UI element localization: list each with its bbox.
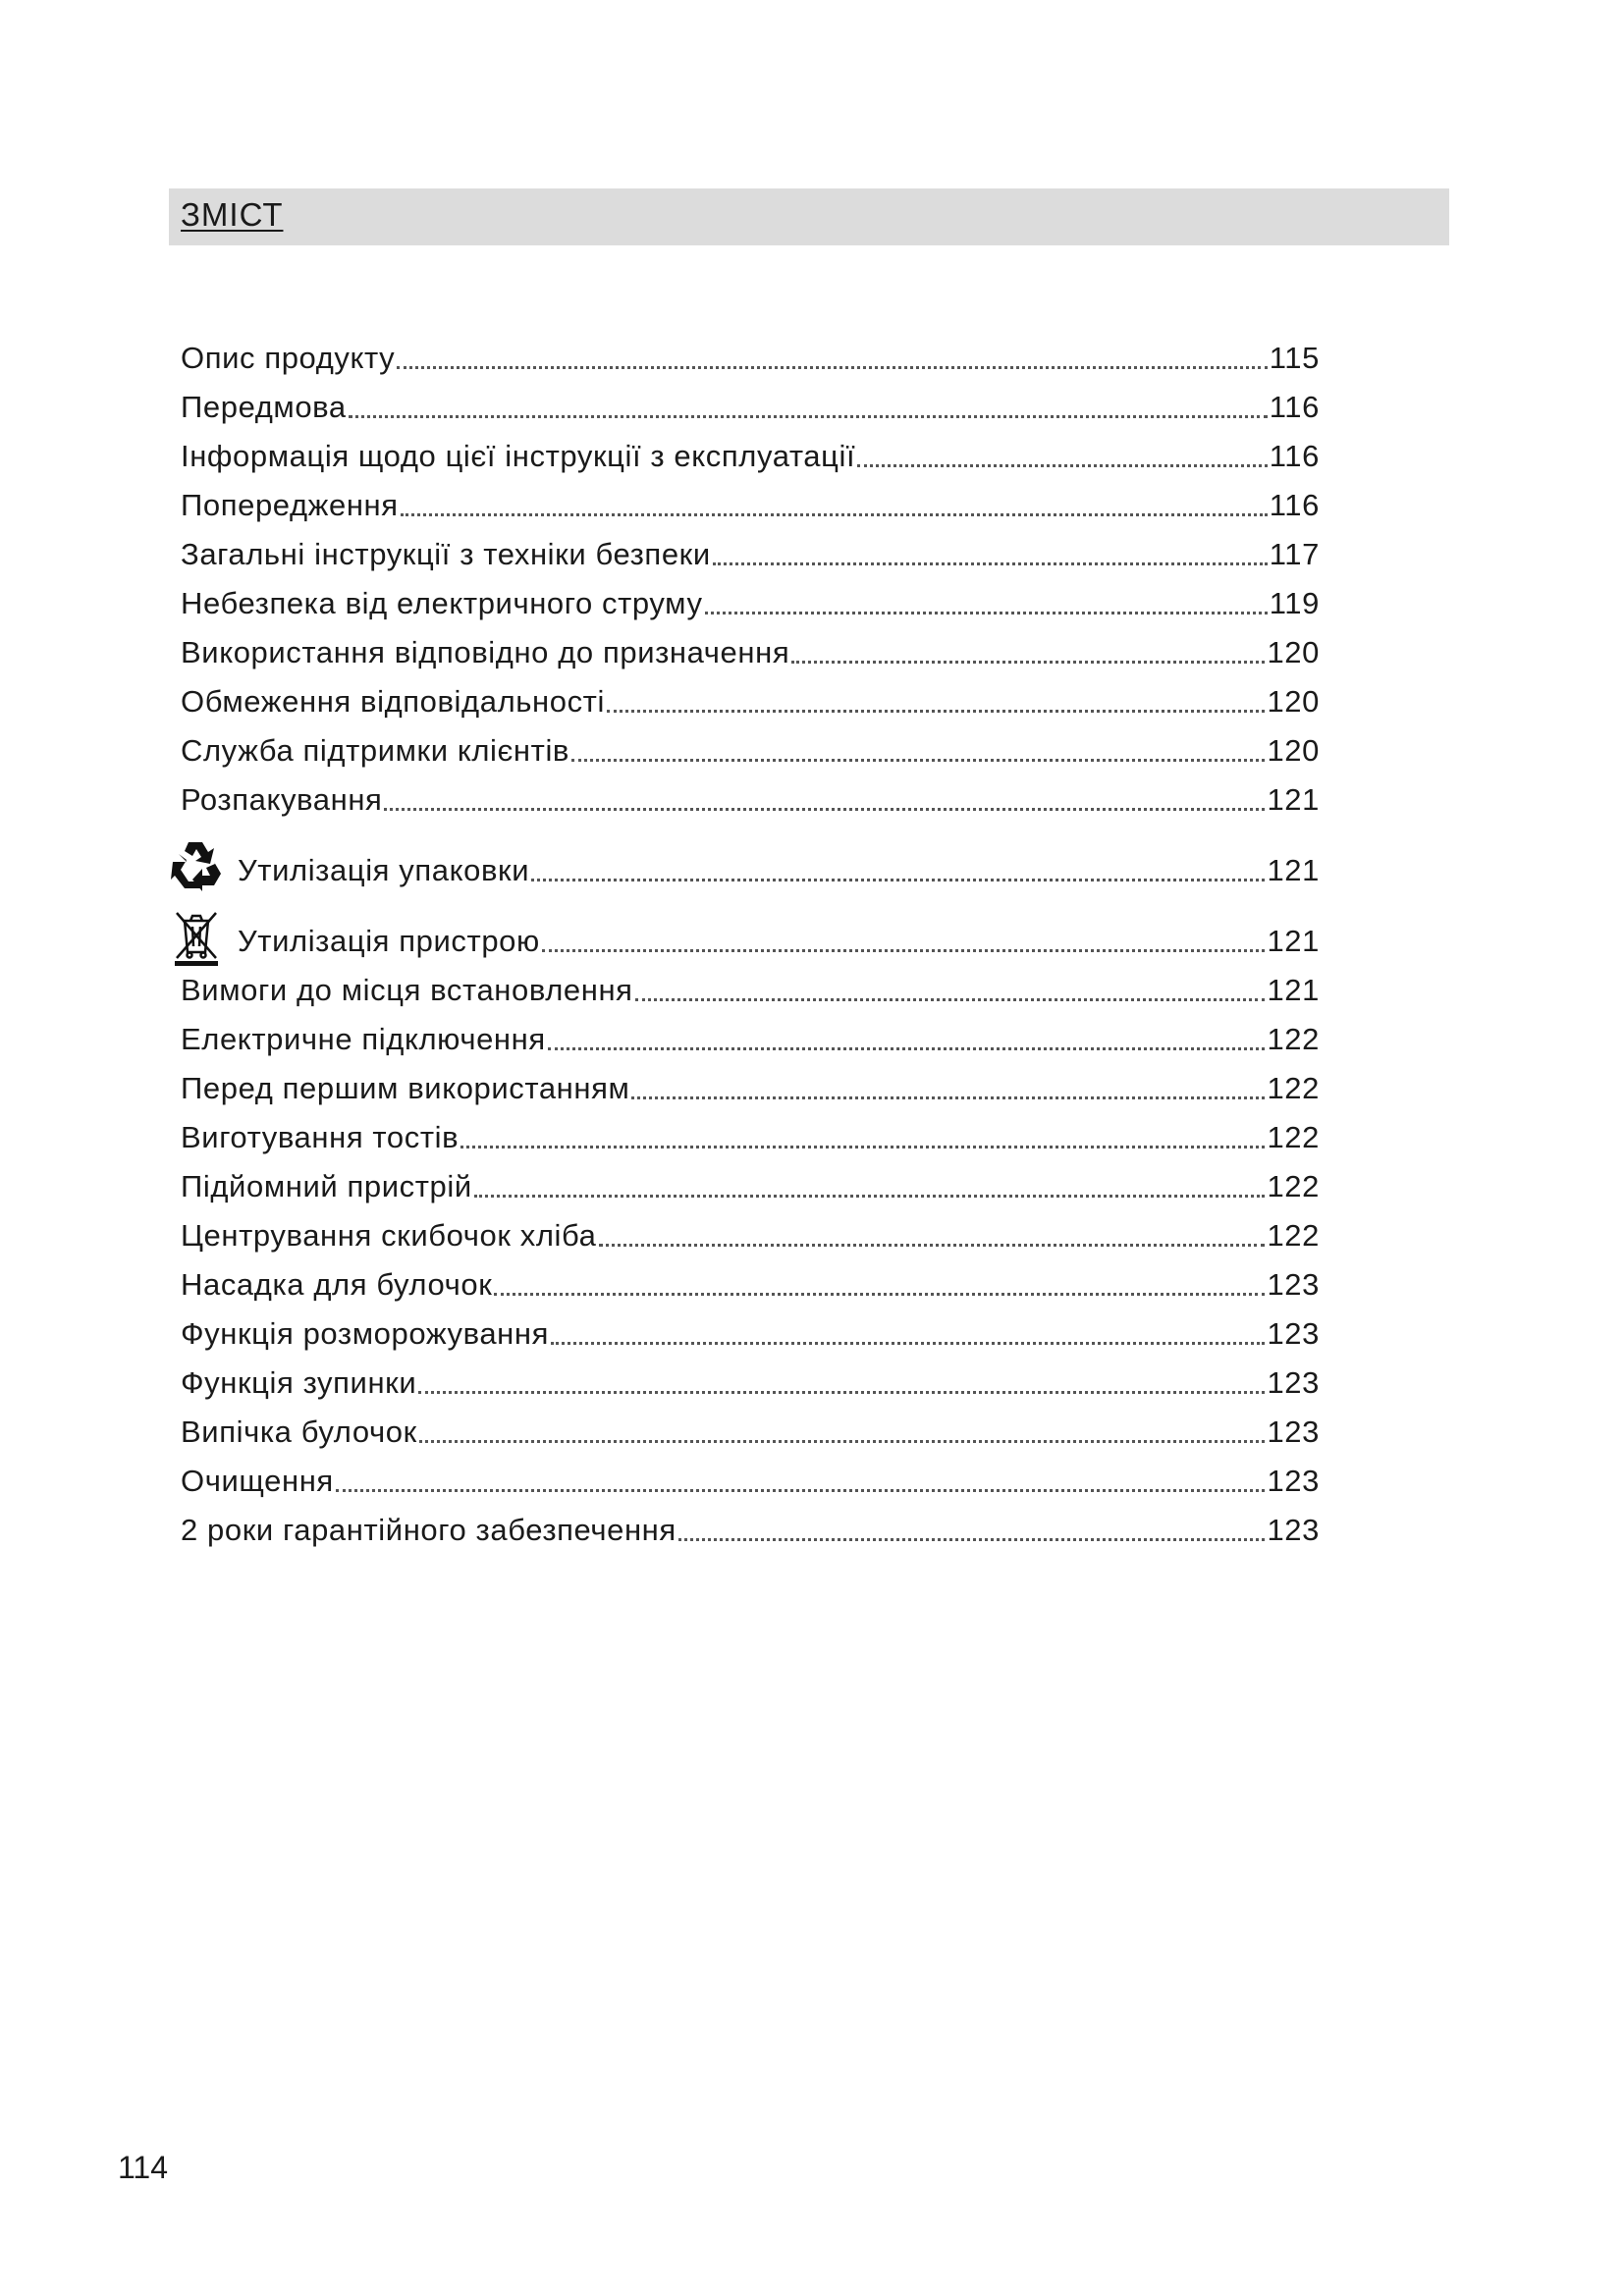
toc-leader-dots [713, 562, 1268, 565]
toc-entry-page: 117 [1269, 537, 1320, 571]
toc-entry[interactable] [181, 825, 1320, 895]
toc-leader-dots [705, 612, 1268, 614]
toc-entry[interactable] [181, 966, 1320, 1015]
table-of-contents [181, 334, 1320, 1555]
toc-leader-dots [599, 1244, 1266, 1247]
toc-entry[interactable] [181, 1260, 1320, 1309]
toc-entry-label: Випічка булочок [181, 1415, 417, 1449]
toc-entry[interactable] [181, 383, 1320, 432]
toc-leader-dots [635, 998, 1266, 1001]
toc-entry-page: 116 [1269, 439, 1320, 473]
toc-leader-dots [531, 879, 1265, 881]
toc-leader-dots [542, 949, 1266, 952]
toc-leader-dots [631, 1096, 1265, 1099]
toc-entry-label: Опис продукту [181, 341, 396, 375]
toc-entry[interactable] [181, 530, 1320, 579]
toc-entry-label: Інформація щодо цієї інструкції з експлуатації [181, 439, 856, 473]
toc-entry-label: Розпакування [181, 782, 383, 817]
toc-entry-label: 2 роки гарантійного забезпечення [181, 1513, 677, 1547]
toc-entry-label: Передмова [181, 390, 347, 424]
toc-leader-dots [607, 710, 1266, 713]
toc-entry-page: 122 [1267, 1169, 1320, 1203]
toc-entry-page: 120 [1267, 635, 1320, 669]
toc-entry[interactable] [181, 1457, 1320, 1506]
toc-entry-page: 115 [1269, 341, 1320, 375]
toc-leader-dots [551, 1342, 1265, 1345]
toc-entry-page: 120 [1267, 684, 1320, 719]
toc-entry-page: 116 [1269, 390, 1320, 424]
toc-leader-dots [791, 661, 1265, 664]
toc-leader-dots [494, 1293, 1265, 1296]
toc-entry-label: Підйомний пристрій [181, 1169, 472, 1203]
toc-leader-dots [419, 1440, 1266, 1443]
toc-entry-page: 116 [1269, 488, 1320, 522]
toc-leader-dots [336, 1489, 1266, 1492]
toc-entry-label: Функція розморожування [181, 1316, 549, 1351]
toc-leader-dots [474, 1195, 1266, 1198]
toc-entry[interactable] [181, 579, 1320, 628]
toc-entry[interactable] [181, 1359, 1320, 1408]
toc-entry-label: Обмеження відповідальності [181, 684, 605, 719]
toc-entry-page: 121 [1267, 782, 1320, 817]
toc-leader-dots [418, 1391, 1265, 1394]
toc-leader-dots [384, 808, 1265, 811]
toc-entry[interactable] [181, 775, 1320, 825]
toc-entry-label: Перед першим використанням [181, 1071, 630, 1105]
toc-entry-label: Очищення [181, 1464, 334, 1498]
toc-leader-dots [678, 1538, 1266, 1541]
toc-entry-page: 122 [1267, 1218, 1320, 1253]
toc-entry-label: Електричне підключення [181, 1022, 546, 1056]
toc-entry[interactable] [181, 1064, 1320, 1113]
toc-entry-label: Загальні інструкції з техніки безпеки [181, 537, 711, 571]
toc-entry-page: 121 [1267, 853, 1320, 887]
toc-leader-dots [460, 1146, 1265, 1148]
page-number: 114 [118, 2150, 169, 2185]
toc-entry[interactable] [181, 432, 1320, 481]
toc-entry-page: 123 [1267, 1267, 1320, 1302]
toc-entry-page: 121 [1267, 973, 1320, 1007]
toc-entry-label: Використання відповідно до призначення [181, 635, 790, 669]
toc-entry-page: 123 [1267, 1464, 1320, 1498]
toc-entry[interactable] [181, 677, 1320, 726]
toc-entry-label: Центрування скибочок хліба [181, 1218, 597, 1253]
toc-entry[interactable] [181, 334, 1320, 383]
toc-entry-page: 122 [1267, 1022, 1320, 1056]
toc-heading: ЗМІСТ [181, 196, 284, 233]
toc-entry-label: Утилізація пристрою [238, 924, 540, 958]
toc-entry-label: Функція зупинки [181, 1365, 417, 1400]
toc-entry[interactable] [181, 1309, 1320, 1359]
toc-entry-label: Насадка для булочок [181, 1267, 493, 1302]
toc-entry-page: 122 [1267, 1071, 1320, 1105]
toc-entry-label: Служба підтримки клієнтів [181, 733, 570, 768]
toc-entry[interactable] [181, 481, 1320, 530]
toc-entry-label: Виготування тостів [181, 1120, 460, 1154]
toc-heading-bar [169, 188, 1449, 245]
toc-entry-page: 123 [1267, 1365, 1320, 1400]
toc-entry[interactable] [181, 1162, 1320, 1211]
toc-entry-page: 119 [1269, 586, 1320, 620]
toc-entry[interactable] [181, 1506, 1320, 1555]
toc-leader-dots [401, 513, 1268, 516]
toc-entry-page: 123 [1267, 1513, 1320, 1547]
toc-entry[interactable] [181, 895, 1320, 966]
toc-entry-page: 123 [1267, 1415, 1320, 1449]
toc-leader-dots [397, 366, 1268, 369]
toc-entry[interactable] [181, 1211, 1320, 1260]
toc-entry-label: Вимоги до місця встановлення [181, 973, 633, 1007]
toc-leader-dots [548, 1047, 1266, 1050]
toc-entry-label: Небезпека від електричного струму [181, 586, 703, 620]
toc-entry[interactable] [181, 1408, 1320, 1457]
toc-entry-page: 122 [1267, 1120, 1320, 1154]
toc-entry[interactable] [181, 628, 1320, 677]
toc-entry-label: Утилізація упаковки [238, 853, 530, 887]
toc-leader-dots [349, 415, 1268, 418]
weee-bin-icon [169, 907, 224, 966]
toc-entry-page: 121 [1267, 924, 1320, 958]
toc-leader-dots [571, 759, 1265, 762]
toc-entry-page: 123 [1267, 1316, 1320, 1351]
recycle-icon [169, 836, 224, 895]
toc-entry[interactable] [181, 1015, 1320, 1064]
toc-entry[interactable] [181, 726, 1320, 775]
toc-entry-page: 120 [1267, 733, 1320, 768]
toc-entry-label: Попередження [181, 488, 399, 522]
toc-entry[interactable] [181, 1113, 1320, 1162]
toc-leader-dots [857, 464, 1268, 467]
